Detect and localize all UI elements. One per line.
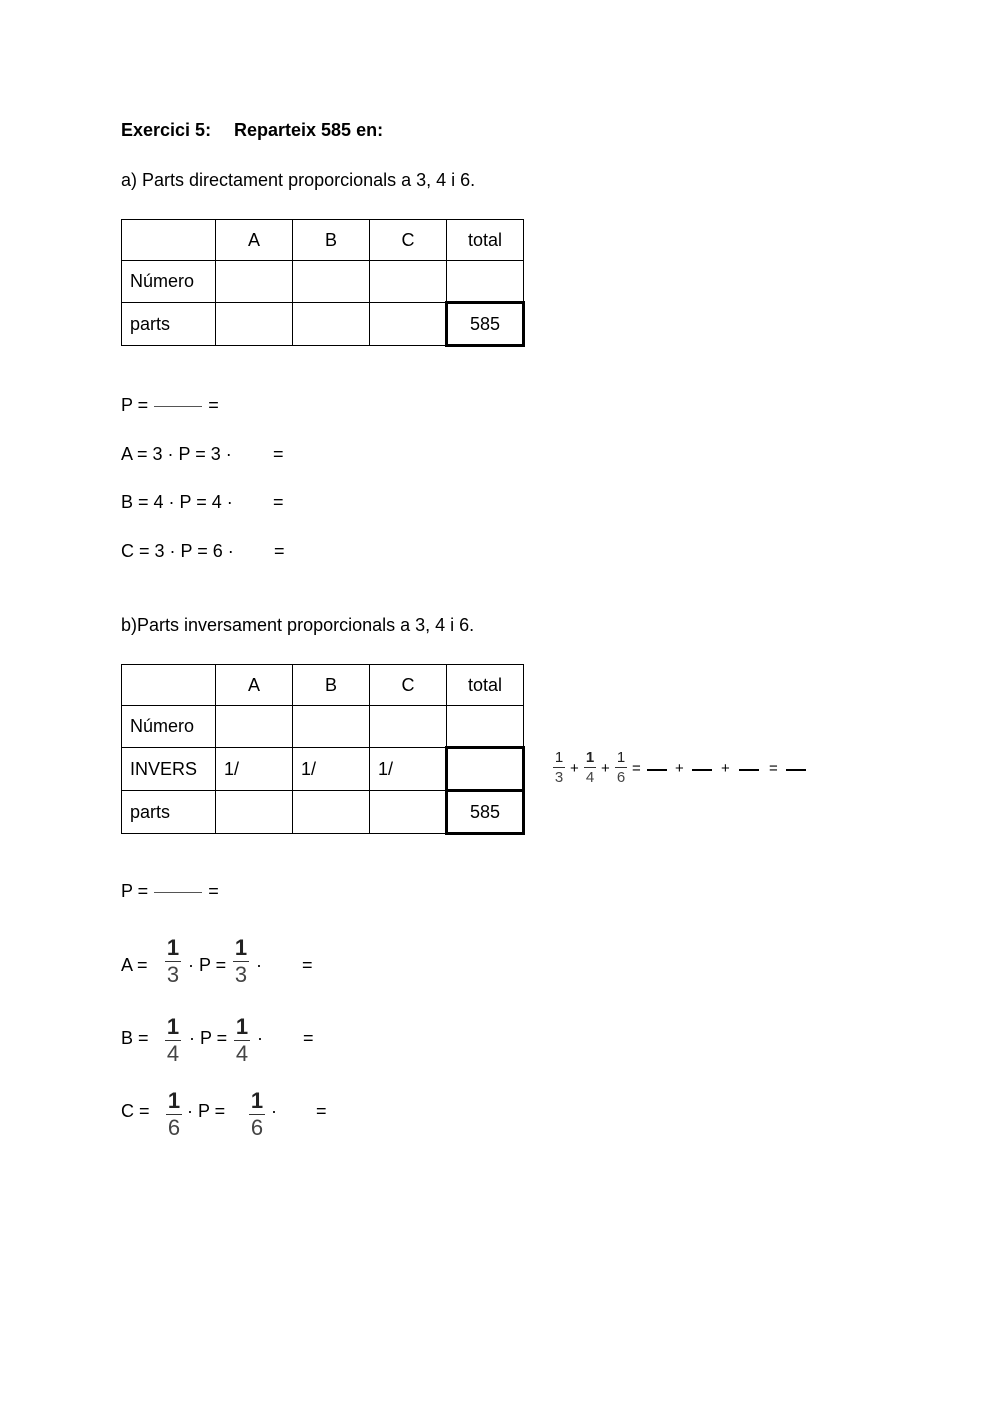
equation-label: C = [121,1101,150,1121]
answer-cell[interactable] [293,261,370,303]
header-cell: total [447,220,524,261]
fraction [165,937,181,986]
table-header-row [122,220,524,261]
header-cell: A [216,220,293,261]
part-a-table [121,219,525,347]
equals-sign: = [769,760,778,777]
part-b-statement: b)Parts inversament proporcionals a 3, 4 i 6. [121,615,475,635]
numerator: 1 [166,935,180,960]
equals-sign: = [316,1101,327,1121]
numerator: 1 [554,749,564,766]
denominator: 3 [554,769,564,786]
denominator: 6 [167,1115,181,1140]
numerator: 1 [167,1088,181,1113]
multiply-dot: · [271,1101,277,1121]
p-formula-a [121,395,219,416]
fraction-line [154,406,202,407]
denominator: 3 [166,962,180,987]
equals-sign: = [632,760,641,777]
denominator: 6 [250,1115,264,1140]
fraction [165,1016,181,1065]
row-label: parts [122,791,216,834]
equation-mid: · P = [188,955,227,975]
equation-label: A = [121,955,148,975]
answer-cell[interactable] [216,791,293,834]
fraction-bar [615,767,627,768]
answer-cell[interactable] [293,706,370,748]
equals-sign: = [208,881,219,901]
plus-sign: + [570,760,579,777]
equation-mid: · P = [187,1101,226,1121]
answer-cell[interactable]: 1/ [370,748,447,791]
multiply-dot: · [257,1028,263,1048]
header-cell: B [293,665,370,706]
row-label: Número [122,261,216,303]
answer-cell[interactable]: 1/ [216,748,293,791]
denominator: 4 [585,769,595,786]
numerator: 1 [250,1088,264,1113]
fraction [615,750,627,785]
equation-c: C = 3 · P = 6 · [121,541,234,561]
answer-cell[interactable] [216,303,293,346]
answer-cell[interactable] [370,791,447,834]
fraction [249,1090,265,1139]
table-row [122,791,524,834]
answer-cell[interactable] [447,261,524,303]
denominator: 6 [616,769,626,786]
equation-label: B = [121,1028,149,1048]
answer-cell[interactable]: 1/ [293,748,370,791]
equation-mid: · P = [189,1028,228,1048]
numerator: 1 [234,935,248,960]
p-label: P = [121,395,149,415]
equals-sign: = [303,1028,314,1048]
fraction [166,1090,182,1139]
exercise-number: Exercici 5: [121,120,212,140]
numerator: 1 [166,1014,180,1039]
fraction-line [154,892,202,893]
fraction [584,750,596,785]
table-header-row [122,665,524,706]
table-row [122,303,524,346]
denominator: 4 [166,1041,180,1066]
table-row [122,261,524,303]
multiply-dot: · [256,955,262,975]
numerator: 1 [616,749,626,766]
answer-cell[interactable] [293,303,370,346]
total-cell[interactable] [447,748,524,791]
equals-sign: = [273,444,284,464]
plus-sign: + [601,760,610,777]
p-formula-b [121,881,219,902]
p-label: P = [121,881,149,901]
table-row [122,706,524,748]
plus-sign: + [675,760,684,777]
fraction [553,750,565,785]
answer-cell[interactable] [370,706,447,748]
equals-sign: = [302,955,313,975]
total-cell: 585 [447,303,524,346]
row-label: INVERS [122,748,216,791]
header-cell: C [370,220,447,261]
numerator: 1 [585,749,595,766]
row-label: parts [122,303,216,346]
fraction [233,937,249,986]
answer-blank [786,769,806,771]
answer-cell[interactable] [216,261,293,303]
equals-sign: = [274,541,285,561]
fraction-bar [584,767,596,768]
answer-blank [739,769,759,771]
header-cell: B [293,220,370,261]
numerator: 1 [235,1014,249,1039]
equals-sign: = [273,492,284,512]
exercise-task: Reparteix 585 en: [234,120,384,140]
total-cell: 585 [447,791,524,834]
part-a-statement: a) Parts directament proporcionals a 3, 4 i 6. [121,170,476,190]
fraction-bar [553,767,565,768]
header-cell: total [447,665,524,706]
answer-cell[interactable] [370,261,447,303]
header-cell [122,665,216,706]
equation-b: B = 4 · P = 4 · [121,492,233,512]
denominator: 4 [235,1041,249,1066]
answer-cell[interactable] [293,791,370,834]
header-cell: C [370,665,447,706]
answer-cell[interactable] [216,706,293,748]
answer-blank [647,769,667,771]
answer-blank [692,769,712,771]
equals-sign: = [208,395,219,415]
part-b-table [121,664,525,835]
fraction [234,1016,250,1065]
answer-cell[interactable] [370,303,447,346]
denominator: 3 [234,962,248,987]
equation-a: A = 3 · P = 3 · [121,444,232,464]
header-cell [122,220,216,261]
header-cell: A [216,665,293,706]
plus-sign: + [721,760,730,777]
row-label: Número [122,706,216,748]
answer-cell[interactable] [447,706,524,748]
table-row [122,748,524,791]
